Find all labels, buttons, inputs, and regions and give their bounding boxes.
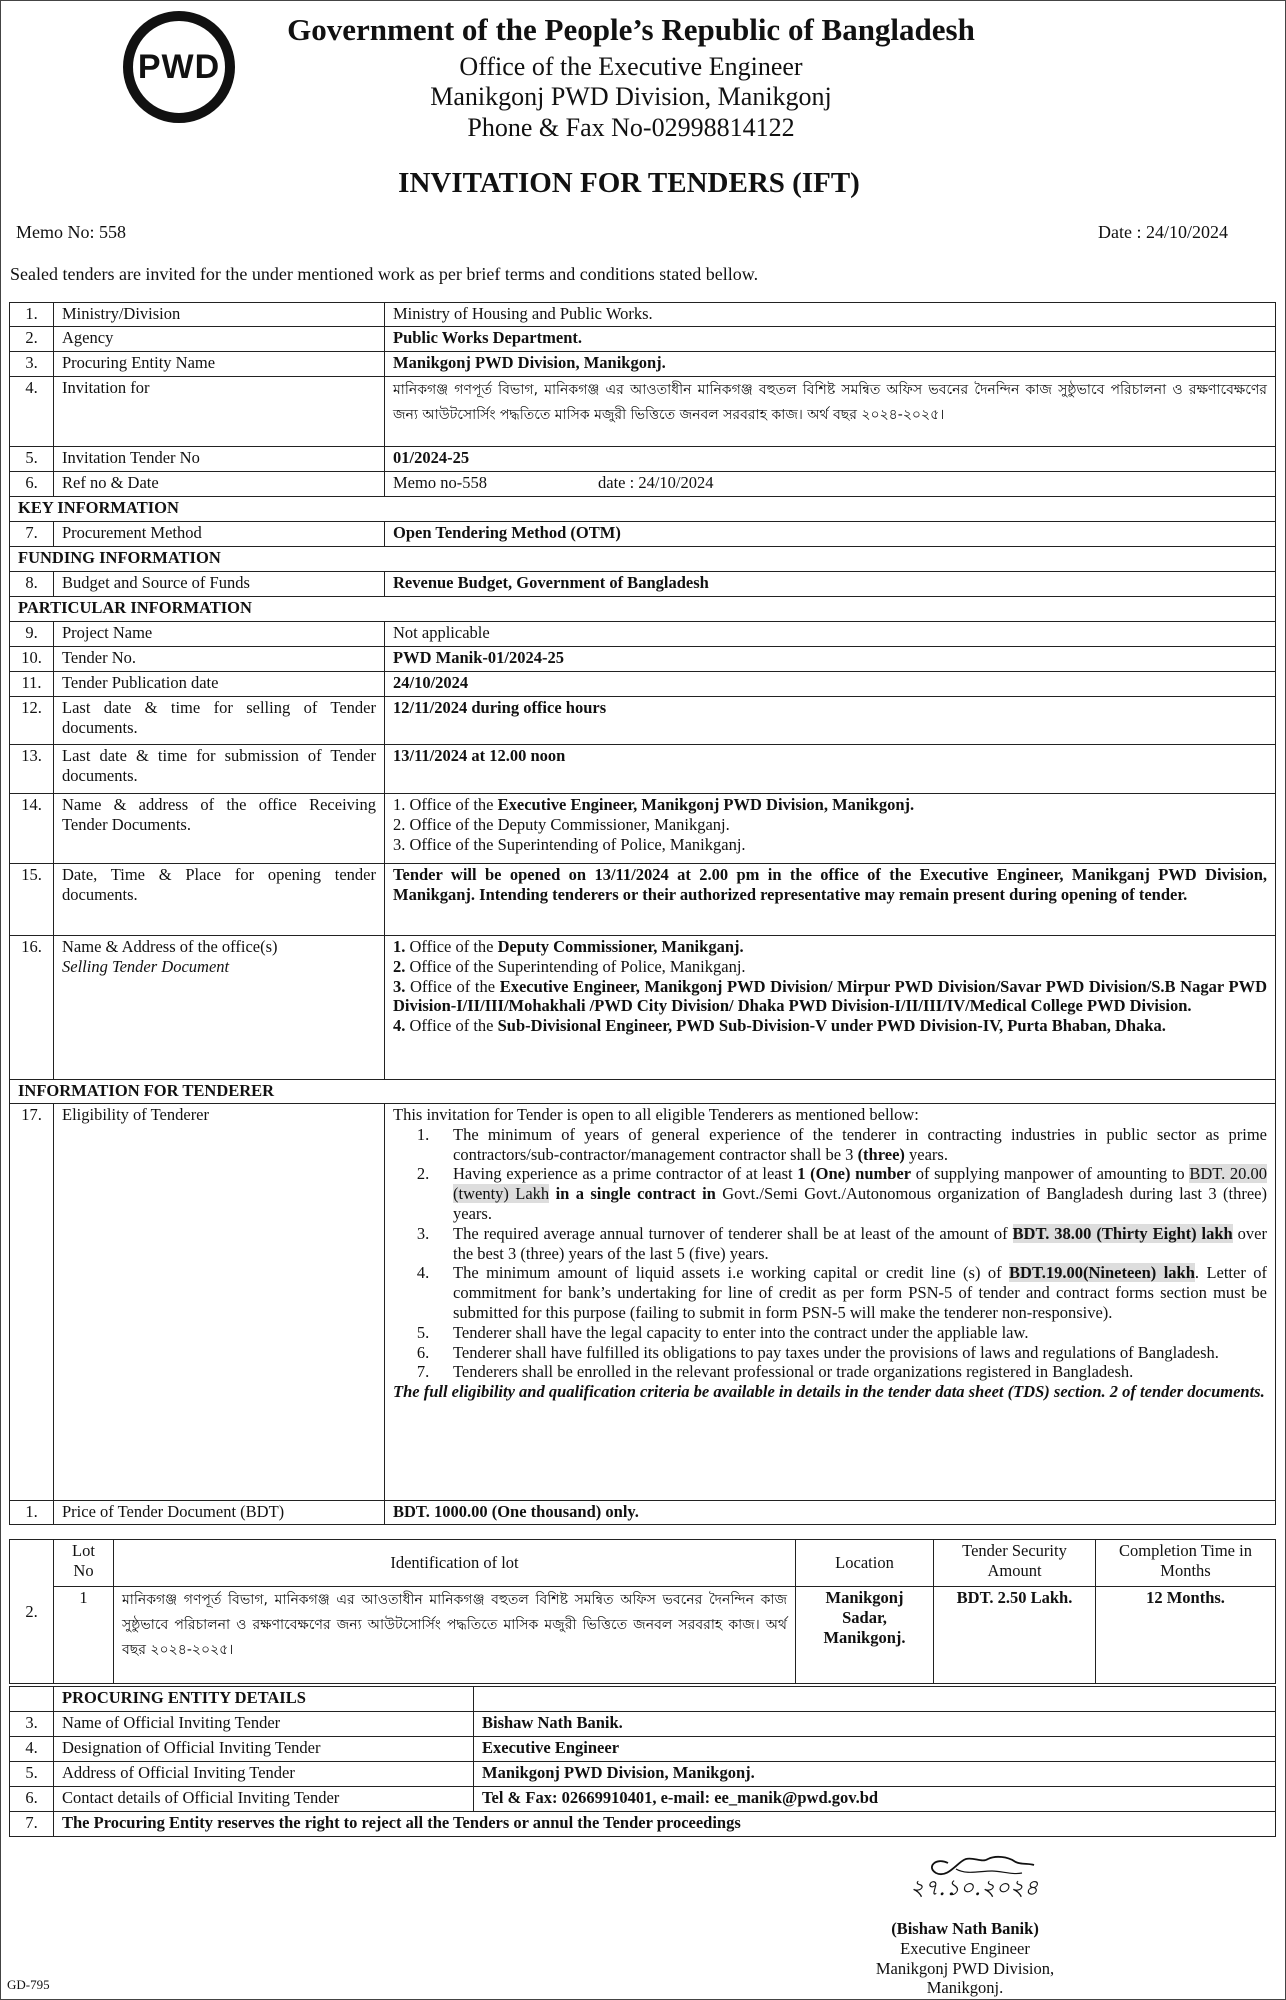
list-item: [393, 1164, 1267, 1223]
list-item: [393, 1362, 1267, 1382]
row-number: 13.: [10, 745, 54, 794]
eligibility-intro: This invitation for Tender is open to all eligible Tenderers as mentioned bellow:: [393, 1105, 919, 1124]
section-title: FUNDING INFORMATION: [10, 547, 1276, 572]
text-part: Govt./Semi Govt./Autonomous organization of Bangladesh during last 3 (three) years.: [453, 1184, 1267, 1223]
item-text: 1. Office of the: [393, 795, 498, 814]
row-number: 5.: [10, 1762, 54, 1787]
item-number: 2.: [416, 1164, 430, 1184]
signatory-name: (Bishaw Nath Banik): [891, 1919, 1039, 1938]
row-label: Contact details of Official Inviting Tender: [54, 1787, 474, 1812]
row-label: Designation of Official Inviting Tender: [54, 1737, 474, 1762]
row-value: Public Works Department.: [385, 327, 1276, 352]
row-number: 3.: [10, 352, 54, 377]
row-value: Tel & Fax: 02669910401, e-mail: ee_manik@pwd.gov.bd: [474, 1787, 1276, 1812]
footer-code: GD-795: [7, 1977, 50, 1992]
item-number: 1.: [416, 1124, 430, 1144]
row-label: Invitation for: [54, 377, 385, 447]
item-bold: Deputy Commissioner, Manikganj.: [497, 937, 744, 956]
section-header: [10, 1080, 1276, 1104]
table-row: [10, 447, 1276, 472]
selling-office-2: [393, 957, 1267, 977]
lot-location: Manikgonj Sadar, Manikgonj.: [796, 1587, 934, 1684]
row-value: [385, 936, 1276, 1080]
row-label: Procuring Entity Name: [54, 352, 385, 377]
row-number: 6.: [10, 472, 54, 497]
signature-block: [845, 1919, 1085, 1998]
row-value: Bishaw Nath Banik.: [474, 1712, 1276, 1737]
row-label: Agency: [54, 327, 385, 352]
row-value: মানিকগঞ্জ গণপূর্ত বিভাগ, মানিকগঞ্জ এর আওতাধীন মানিকগঞ্জ বহুতল বিশিষ্ট সমন্বিত অফিস ভবনের দৈনন্দিন কাজ সুষ্ঠুভাবে পরিচালনা ও রক্ষণাবেক্ষণের জন্য আউটসোর্সিং পদ্ধতিতে মাসিক মজুরী ভিত্তিতে জনবল সরবরাহ কাজ। অর্থ বছর ২০২৪-২০২৫।: [385, 377, 1276, 447]
memo-number: Memo No: 558: [16, 222, 126, 242]
notice-date: Date : 24/10/2024: [1098, 222, 1228, 242]
table-row: [10, 697, 1276, 745]
row-label: Tender No.: [54, 647, 385, 672]
row-label: Tender Publication date: [54, 672, 385, 697]
text-part: The required average annual turnover of tenderer shall be at least of the amount of: [453, 1223, 1013, 1243]
row-label: Budget and Source of Funds: [54, 572, 385, 597]
text-part: over the best 3 (three) years of the last 5 (five) years.: [453, 1223, 1267, 1263]
row-number: 17.: [10, 1104, 54, 1501]
text-bold: 1 (One) number: [797, 1164, 912, 1184]
label-line: Name & Address of the office(s): [62, 937, 278, 956]
item-text: [453, 1164, 1267, 1223]
table-row: [10, 1501, 1276, 1525]
row-value: [385, 794, 1276, 864]
signature-image: [896, 1849, 1076, 1913]
item-text: [453, 1263, 1267, 1322]
item-number: 3.: [416, 1223, 430, 1243]
row-value: 24/10/2024: [385, 672, 1276, 697]
table-row: [10, 1787, 1276, 1812]
item-text: [453, 1224, 1267, 1264]
row-value: 12/11/2024 during office hours: [385, 697, 1276, 745]
row-value: [385, 472, 1276, 497]
table-row: [10, 303, 1276, 327]
item-number: 6.: [416, 1342, 430, 1362]
receiving-office-2: [393, 815, 1267, 835]
table-row: [10, 794, 1276, 864]
row-number: 3.: [10, 1712, 54, 1737]
lot-no-header: Lot No: [54, 1540, 114, 1587]
row-number: 1.: [10, 303, 54, 327]
row-label: Name & address of the office Receiving Tender Documents.: [54, 794, 385, 864]
selling-office-4: [393, 1016, 1267, 1036]
row-value: Revenue Budget, Government of Bangladesh: [385, 572, 1276, 597]
row-label: Price of Tender Document (BDT): [54, 1501, 385, 1525]
procuring-entity-table: [9, 1686, 1276, 1837]
lot-identification: মানিকগঞ্জ গণপূর্ত বিভাগ, মানিকগঞ্জ এর আওতাধীন মানিকগঞ্জ বহুতল বিশিষ্ট সমন্বিত অফিস ভবনের দৈনন্দিন কাজ সুষ্ঠুভাবে পরিচালনা ও রক্ষণাবেক্ষণের জন্য আউটসোর্সিং পদ্ধতিতে মাসিক মজুরী ভিত্তিতে জনবল সরবরাহ কাজ। অর্থ বছর ২০২৪-২০২৫।: [114, 1587, 796, 1684]
text-part: of supplying manpower of amounting to: [911, 1164, 1190, 1184]
intro-text: Sealed tenders are invited for the under mentioned work as per brief terms and conditions stated bellow.: [10, 264, 759, 284]
item-number: 4.: [393, 1016, 406, 1036]
table-row: [10, 622, 1276, 647]
row-number: 15.: [10, 864, 54, 936]
list-item: [393, 1263, 1267, 1322]
item-bold: Executive Engineer, Manikgonj PWD Division, Manikgonj.: [497, 795, 915, 814]
tender-info-table: [9, 302, 1276, 1525]
row-label: Project Name: [54, 622, 385, 647]
section-title: KEY INFORMATION: [10, 497, 1276, 522]
row-label: Ref no & Date: [54, 472, 385, 497]
row-number: 6.: [10, 1787, 54, 1812]
section-header: [10, 1687, 1276, 1712]
eligibility-note: The full eligibility and qualification criteria be available in details in the tender data sheet (TDS) section. 2 of tender documents.: [393, 1382, 1265, 1402]
list-item: [393, 1343, 1267, 1363]
lot-header-row: [10, 1540, 1276, 1587]
page-title: INVITATION FOR TENDERS (IFT): [398, 167, 860, 199]
row-number: 1.: [10, 1501, 54, 1525]
row-number: 11.: [10, 672, 54, 697]
reservation-statement: The Procuring Entity reserves the right to reject all the Tenders or annul the Tender proceedings: [54, 1812, 1276, 1837]
row-number: 4.: [10, 377, 54, 447]
item-number: 1.: [393, 937, 406, 956]
eligibility-criteria: [385, 1104, 1276, 1501]
table-row: [10, 472, 1276, 497]
item-number: 2.: [393, 956, 406, 976]
receiving-office-3: [393, 835, 1267, 855]
text-part: . Letter of commitment for bank’s undertaking for line of credit as per form PSN-5 of tender and contract forms section must be submitted for this purpose (failing to submit in form PSN-5 will make the tenderer non-responsive).: [453, 1263, 1267, 1322]
row-label: Invitation Tender No: [54, 447, 385, 472]
section-header: [10, 597, 1276, 622]
row-number: 2.: [10, 1540, 54, 1684]
row-label: Ministry/Division: [54, 303, 385, 327]
table-row: [10, 572, 1276, 597]
table-row: [10, 936, 1276, 1080]
text-highlight: BDT. 20.00 (twenty) Lakh: [453, 1164, 1267, 1204]
item-number: 3.: [393, 976, 406, 996]
row-label: Date, Time & Place for opening tender documents.: [54, 864, 385, 936]
table-row: [10, 672, 1276, 697]
text-part: The minimum amount of liquid assets i.e working capital or credit line (s) of: [453, 1263, 1010, 1283]
item-text: [453, 1125, 1267, 1165]
text-bold: in a single contract in: [549, 1184, 716, 1204]
row-value: Open Tendering Method (OTM): [385, 522, 1276, 547]
list-item: [393, 1224, 1267, 1264]
signatory-designation: Executive Engineer: [900, 1938, 1030, 1958]
row-number: 10.: [10, 647, 54, 672]
location-header: Location: [796, 1540, 934, 1587]
selling-office-3: [393, 977, 1267, 1017]
row-number: 7.: [10, 522, 54, 547]
row-label: Name of Official Inviting Tender: [54, 1712, 474, 1737]
lot-row: [10, 1587, 1276, 1684]
row-value: Not applicable: [385, 622, 1276, 647]
item-number: 5.: [416, 1322, 430, 1342]
lot-completion: 12 Months.: [1096, 1587, 1276, 1684]
item-text: Tenderers shall be enrolled in the relevant professional or trade organizations registered in Bangladesh.: [453, 1362, 1134, 1382]
text-part: Having experience as a prime contractor of at least: [453, 1164, 798, 1184]
row-value: 01/2024-25: [385, 447, 1276, 472]
row-value: Manikgonj PWD Division, Manikgonj.: [385, 352, 1276, 377]
completion-header: Completion Time in Months: [1096, 1540, 1276, 1587]
list-item: [393, 1323, 1267, 1343]
table-row: [10, 864, 1276, 936]
row-value: PWD Manik-01/2024-25: [385, 647, 1276, 672]
row-number: 4.: [10, 1737, 54, 1762]
signatory-office: Manikgonj PWD Division,: [875, 1958, 1055, 1978]
lot-number: 1: [54, 1587, 114, 1684]
item-text: 2. Office of the Deputy Commissioner, Manikganj.: [393, 814, 730, 834]
row-label: Eligibility of Tenderer: [54, 1104, 385, 1501]
section-title: PARTICULAR INFORMATION: [10, 597, 1276, 622]
table-row: [10, 1104, 1276, 1501]
empty-cell: [474, 1687, 1276, 1712]
row-number: 5.: [10, 447, 54, 472]
lot-security: BDT. 2.50 Lakh.: [934, 1587, 1096, 1684]
text-highlight: BDT. 38.00 (Thirty Eight) lakh: [1012, 1223, 1233, 1243]
item-bold: Executive Engineer, Manikgonj PWD Division/ Mirpur PWD Division/Savar PWD Division/S.B Nagar PWD Division-I/II/III/Mohakhali /PWD City Division/ Dhaka PWD Division-I/II/III/IV/Medical College PWD Division.: [393, 976, 1267, 1016]
security-header: Tender Security Amount: [934, 1540, 1096, 1587]
row-number: 2.: [10, 327, 54, 352]
row-value: Tender will be opened on 13/11/2024 at 2.00 pm in the office of the Executive Engineer, Manikganj PWD Division, Manikganj. Intending tenderers or their authorized representative may remain present during opening of tender.: [385, 864, 1276, 936]
item-text: Tenderer shall have the legal capacity to enter into the contract under the appliable law.: [453, 1322, 1029, 1342]
table-row: [10, 522, 1276, 547]
row-value: Ministry of Housing and Public Works.: [385, 303, 1276, 327]
row-value: Manikgonj PWD Division, Manikgonj.: [474, 1762, 1276, 1787]
item-text: Office of the: [405, 1016, 498, 1036]
row-number: 14.: [10, 794, 54, 864]
identification-header: Identification of lot: [114, 1540, 796, 1587]
table-row: [10, 1762, 1276, 1787]
list-item: [393, 1125, 1267, 1165]
table-row: [10, 647, 1276, 672]
row-label: Last date & time for selling of Tender documents.: [54, 697, 385, 745]
table-row: [10, 1712, 1276, 1737]
item-text: Office of the Superintending of Police, Manikganj.: [405, 956, 746, 976]
ref-memo: Memo no-558: [393, 473, 487, 492]
label-italic: Selling Tender Document: [62, 956, 230, 976]
table-row: [10, 352, 1276, 377]
item-text: Office of the: [405, 976, 500, 996]
table-row: [10, 377, 1276, 447]
ref-date: date : 24/10/2024: [598, 473, 714, 492]
row-number: 8.: [10, 572, 54, 597]
phone-fax: Phone & Fax No-02998814122: [467, 113, 795, 142]
item-text: Office of the: [405, 937, 498, 956]
item-text: Tenderer shall have fulfilled its obligations to pay taxes under the provisions of laws and regulations of Bangladesh.: [453, 1342, 1219, 1362]
row-value: Executive Engineer: [474, 1737, 1276, 1762]
text-part: The minimum of years of general experience of the tenderer in contracting industries in public sector as prime contractors/sub-contractor/management contractor shall be 3: [453, 1124, 1267, 1164]
row-label: Address of Official Inviting Tender: [54, 1762, 474, 1787]
row-number: 9.: [10, 622, 54, 647]
item-number: 7.: [416, 1362, 430, 1382]
eligibility-list: [393, 1125, 1267, 1382]
section-header: [10, 497, 1276, 522]
text-highlight: BDT.19.00(Nineteen) lakh: [1009, 1263, 1195, 1283]
row-label: [54, 936, 385, 1080]
row-label: Last date & time for submission of Tender documents.: [54, 745, 385, 794]
row-label: Procurement Method: [54, 522, 385, 547]
logo-text: PWD: [137, 47, 221, 86]
item-number: 4.: [416, 1263, 430, 1283]
signature-date: ২৭.১০.২০২৪: [910, 1876, 1039, 1901]
table-row: [10, 1737, 1276, 1762]
receiving-office-1: [393, 795, 1267, 815]
office-heading: Office of the Executive Engineer: [459, 52, 803, 81]
division-heading: Manikgonj PWD Division, Manikgonj: [430, 82, 832, 111]
text-part: years.: [904, 1144, 948, 1164]
government-heading: Government of the People’s Republic of Bangladesh: [287, 12, 975, 47]
section-title: PROCURING ENTITY DETAILS: [54, 1687, 474, 1712]
text-bold: (three): [857, 1144, 905, 1164]
lot-table: [9, 1539, 1276, 1684]
pwd-logo: [123, 11, 235, 123]
item-bold: Sub-Divisional Engineer, PWD Sub-Division-V under PWD Division-IV, Purta Bhaban, Dhaka.: [497, 1016, 1166, 1036]
table-row: [10, 327, 1276, 352]
selling-office-1: [393, 937, 1267, 957]
empty-cell: [10, 1687, 54, 1712]
row-value: 13/11/2024 at 12.00 noon: [385, 745, 1276, 794]
table-row: [10, 745, 1276, 794]
row-number: 7.: [10, 1812, 54, 1837]
row-number: 16.: [10, 936, 54, 1080]
row-value: BDT. 1000.00 (One thousand) only.: [385, 1501, 1276, 1525]
section-title: INFORMATION FOR TENDERER: [10, 1080, 1276, 1104]
row-number: 12.: [10, 697, 54, 745]
signatory-office-city: Manikgonj.: [926, 1978, 1004, 1998]
table-row: [10, 1812, 1276, 1837]
section-header: [10, 547, 1276, 572]
item-text: 3. Office of the Superintending of Police, Manikganj.: [393, 834, 746, 854]
